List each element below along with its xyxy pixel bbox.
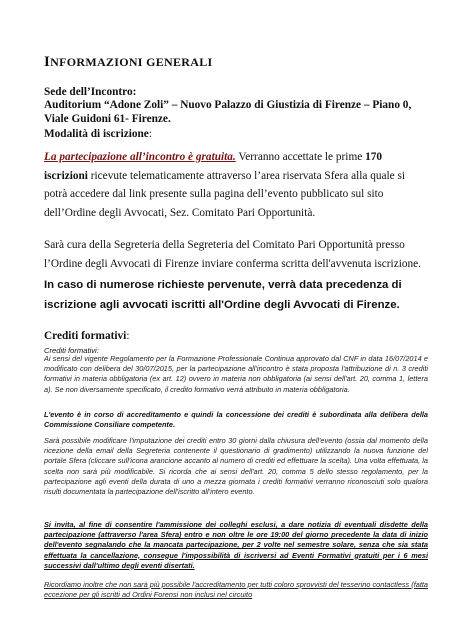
registration-heading (44, 128, 152, 140)
accept-pre-text: Verranno accettate le prime (235, 151, 366, 163)
credits-paragraph-imputation: Sarà possibile modificare l'imputazione dei crediti entro 30 giorni dalla chiusura dell'evento (ossia dal momento della ricezione della email della Segreteria contenente il questionario di gradimento) utilizzando la nuova funzione del portale Sfera (cliccare sull'icona arancione accanto al numero di crediti ed effettuare la scelta). Una volta effettuata, la scelta non sarà più modificabile. Si ricorda che ai sensi dell'art. 20, comma 5 dello stesso regolamento, per la partecipazione agli eventi della durata di uno a mezza giornata i crediti formativi verranno riconosciuti solo qualora risulti documentata la partecipazione dell'iscritto all'intero evento. (44, 436, 428, 497)
credits-paragraph-cancellation: Si invita, al fine di consentire l'ammissione dei colleghi esclusi, a dare notizia di eventuali disdette della partecipazione (attraverso l'area Sfera) entro e non oltre le ore 19:00 del giorno precedente la data di inizio dell'evento segnalando che la mancata partecipazione, per 2 volte nel semestre solare, senza che sia stata effettuata la cancellazione, consegue l'impossibilità di iscriversi ad Eventi Formativi gratuiti per i 6 mesi successivi dall'ultimo degli eventi disertati. (44, 520, 428, 570)
venue-heading: Sede dell’Incontro: (44, 86, 137, 98)
page-title (44, 54, 213, 71)
venue-line-1: Auditorium “Adone Zoli” – Nuovo Palazzo di Giustizia di Firenze – Piano 0, (44, 99, 412, 112)
venue-line-2: Viale Guidoni 61- Firenze. (44, 112, 171, 125)
credits-paragraph-contactless: Ricordiamo inoltre che non sarà più possibile l'accreditamento per tutti coloro sprovvisti del tesserino contactless (fatta eccezione per gli iscritti ad Ordini Forensi non inclusi nel circuito (44, 580, 428, 600)
credits-paragraph-accreditation: L'evento è in corso di accreditamento e quindi la concessione dei crediti è subordinata alla delibera della Commissione Consiliare competente. (44, 410, 428, 430)
accept-post-text: ricevute telematicamente attraverso l’area riservata Sfera alla quale si potrà accedere dal link presente sulla pagina dell’evento pubblicato sul sito dell’Ordine degli Avvocati, Sez. Comitato Pari Opportunità. (44, 169, 406, 219)
credits-heading-text: Crediti formativi (44, 330, 127, 342)
credits-heading (44, 330, 129, 342)
registration-paragraph (44, 148, 424, 222)
priority-paragraph: In caso di numerose richieste pervenute, verrà data precedenza di iscrizione agli avvocati iscritti all'Ordine degli Avvocati di Firenze. (44, 279, 402, 311)
credits-heading-colon: : (126, 330, 130, 342)
title-initial: I (44, 54, 51, 70)
confirmation-paragraph: Sarà cura della Segreteria della Segreteria del Comitato Pari Opportunità presso l’Ordine degli Avvocati di Firenze inviare conferma scritta dell'avvenuta iscrizione. (44, 239, 421, 270)
free-participation-text: La partecipazione all’incontro è gratuita. (44, 151, 236, 163)
title-rest: NFORMAZIONI GENERALI (50, 55, 213, 69)
registration-heading-colon: : (148, 128, 152, 140)
registration-count: 170 iscrizioni (44, 151, 383, 182)
credits-paragraph-regulation: Ai sensi del vigente Regolamento per la Formazione Professionale Continua approvato dal CNF in data 16/07/2014 e modificato con delibera del 30/07/2015, per la partecipazione all'incontro è stata proposta l'attribuzione di n. 3 crediti formativi in materia obbligatoria (ex art. 12) ovvero in materia non obbligatoria (ai sensi dell'art. 20, comma 1, lettera a). Se non diversamente specificato, il credito formativo verrà attribuito in materia obbligatoria. (44, 354, 428, 394)
registration-heading-text: Modalità di iscrizione (44, 128, 149, 140)
credits-subheading: Crediti formativi: (44, 346, 99, 355)
venue-block (44, 86, 424, 126)
